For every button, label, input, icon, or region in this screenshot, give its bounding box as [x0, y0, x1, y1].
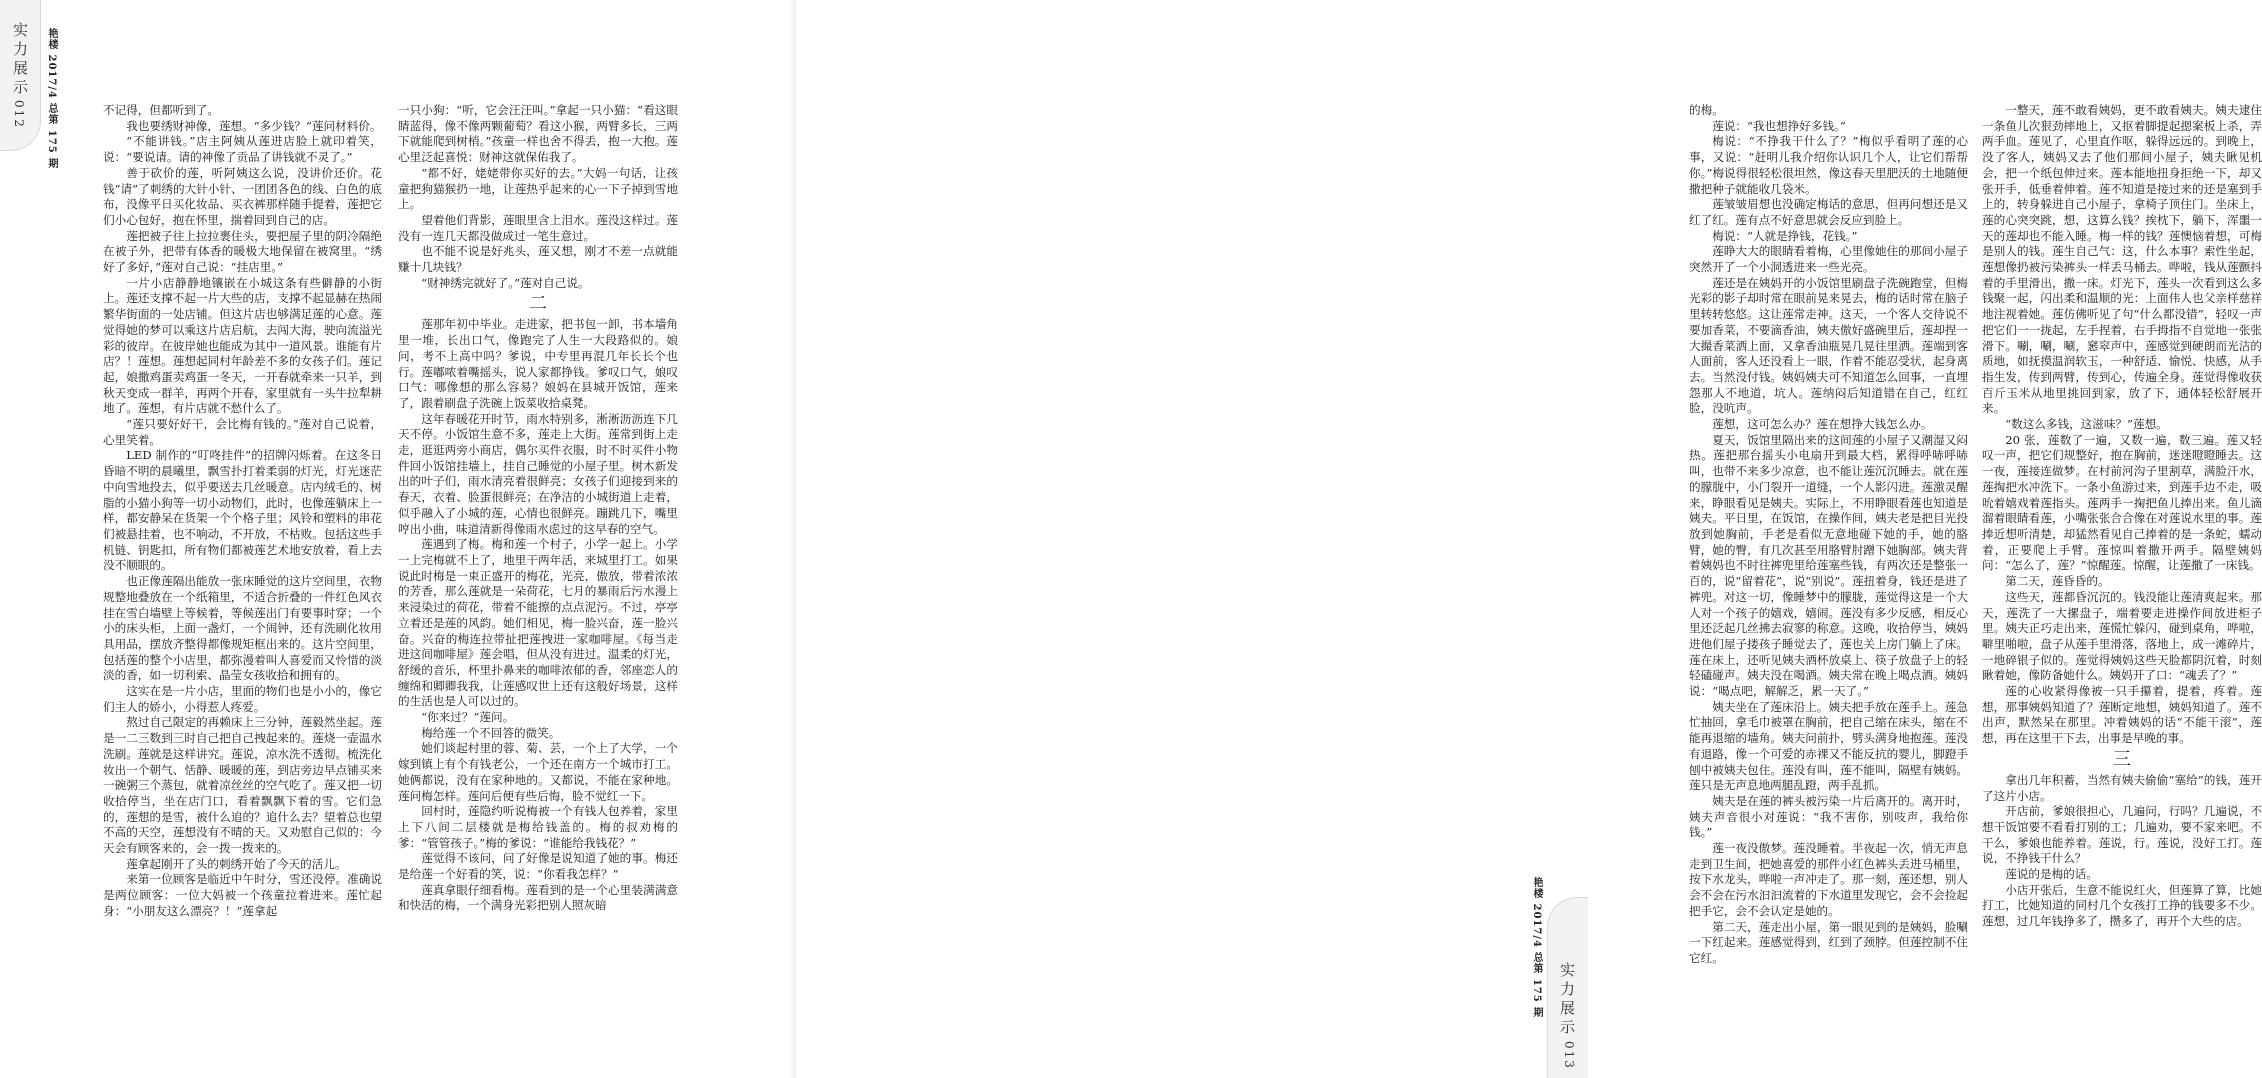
- paragraph: 熬过自己限定的再赖床上三分钟，莲毅然坐起。莲是一二三数到三时自己把自己拽起来的。莲烧一壶温水洗刷。莲就是这样讲究。莲说，凉水洗不透彻。梳洗化妆出一个朝气、恬静、暖暖的莲，到店旁边早点铺买来一碗粥三个蒸包，就着凉丝丝的空气吃了。莲又把一切收拾停当，坐在店门口，看着飘飘下着的雪。它们急的，莲想的是雪，被什么追的？追什么去？望着总也望不高的天空，莲想没有不晴的天。又劝慰自己似的：今天会有顾客来的，会一拨一拨来的。: [103, 715, 382, 856]
- paragraph: 善于砍价的莲，听阿姨这么说，没讲价还价。花钱“请”了刺绣的大针小针、一团团各色的线、白色的底布，没像平日买化妆品、买衣裤那样随手提着，莲把它们小心包好，抱在怀里，揣着回到自己的店。: [103, 165, 382, 227]
- paragraph: 我也要绣财神像，莲想。“多少钱？”莲问材料价。: [126, 118, 382, 133]
- paragraph: 梅给莲一个不回答的微笑。: [421, 725, 561, 740]
- left-page: [0, 0, 794, 1078]
- paragraph: 莲还是在姨妈开的小饭馆里刷盘子洗碗跑堂，但梅光彩的影子却时常在眼前晃来晃去，梅的话时常在脑子里转转悠悠。这让莲常走神。这天，一个客人交待说不要加香菜，不要滴香油，姨夫傲好盛碗里后，莲却捏一大撮香菜洒上面，又拿香油瓶晃几晃往里洒。莲端到客人面前，客人还没看上一眼，作着不能忍受状，起身离去。当然没付钱。姨妈姨夫可不知道怎么回事，一直埋怨那人不地道，坑人。莲纳闷后知道错在自己，红红脸，没吭声。: [1689, 275, 1968, 416]
- paragraph: 莲遇到了梅。梅和莲一个村子，小学一起上。小学一上完梅就不上了，地里干两年活，来城里打工。如果说此时梅是一束正盛开的梅花，光亮，傲放，带着浓浓的芳香，那么莲就是一朵荷花，七月的暴雨后污水漫上来浸染过的荷花，带着不能擦的点点泥污。不过，亭亭立着还是莲的风韵。她们相见，梅一脸兴奋，莲一脸兴奋。兴奋的梅连拉带扯把莲拽进一家咖啡屋。《每当走进这间咖啡屋》莲会唱，但从没有进过。温柔的灯光，舒缓的音乐，杯里扑鼻来的咖啡浓郁的香，邻座恋人的缠绵和卿卿我我，让莲感叹世上还有这般好场景，这样的生活也是人可以过的。: [398, 537, 678, 709]
- paragraph: 的梅。: [1689, 103, 1724, 117]
- folio-right: 艳楼 2017/4 总第 175 期: [1531, 876, 1542, 1018]
- paragraph: 莲觉得不该问，问了好像是说知道了她的事。梅还是给莲一个好看的笑，说：“你看我怎样？”: [398, 851, 678, 882]
- paragraph: 一片小店静静地镶嵌在小城这条有些僻静的小街上。莲还支撑不起一片大些的店，支撑不起显赫在热闹繁华街面的一处店铺。但这片店也够满足莲的心意。莲觉得她的梦可以乘这片店启航，去闯大海，驶向流溢光彩的彼岸。在彼岸她也能成为其中一道风景。谁能有片店？！莲想。莲想起同村年龄差不多的女孩子们。莲记起，娘撒鸡蛋卖鸡蛋一冬天，一开春就牵来一只羊，到秋天变成一群羊，再两个开春，家里就有一头牛拉犁耕地了。莲想，有片店就不愁什么了。: [103, 275, 382, 416]
- page-number-left: 012: [12, 100, 26, 129]
- paragraph: “你来过？”莲问。: [421, 710, 515, 725]
- paragraph: 一整天，莲不敢看姨妈，更不敢看姨夫。姨夫逮住一条鱼儿次狠劲摔地上，又抠着脚提起摁案板上杀，弄两手血。莲见了，心里直作呕，躲得远远的。到晚上，没了客人，姨妈又去了他们那间小屋子，姨夫瞅见机会，把一个纸包伸过来。莲本能地扭身拒绝一下，却又张开手，低垂着伸着。莲不知道是接过来的还是塞到手上的，转身躲进自己小屋子，拿椅子顶住门。坐床上，莲的心突突跳，想，这算么钱？挨枕下，躺下，浑噩一天的莲却也不能入睡。梅一样的钱？莲懊恼着想，可梅是别人的钱。莲生自己气：这，什么本事？索性坐起，莲想像扔被污染裤头一样丢马桶去。哗啦，钱从莲颤抖着的手里滑出，撒一床。灯光下，莲头一次看到这么多钱聚一起，闪出柔和温顺的光：上面伟人也父亲样慈祥地注视着她。莲仿佛听见了句“什么都没错”，轻叹一声把它们一一拢起，左手捏着，右手拇指不自觉地一张张滑下。唰，唰，唰，窸窣声中，莲感觉到硬朗而光洁的质地，如抚摸温润软玉，一种舒适、愉悦、快感，从手指生发，传到两臂，传到心，传遍全身。莲觉得像收获百斤玉米从地里挑回到家，放了下，通体轻松舒展开来。: [1982, 103, 2262, 416]
- paragraph: 莲的心收紧得像被一只手攥着，提着，疼着。莲想，那事姨妈知道了？莲断定地想，姨妈知道了。莲不出声，默然呆在那里。冲着姨妈的话“不能干滚”，莲想，再在这里干下去，出事是早晚的事。: [1982, 684, 2262, 746]
- paragraph: 回村时，莲隐约听说梅被一个有钱人包养着，家里上下八间二层楼就是梅给钱盖的。梅的叔劝梅的爹：“管管孩子。”梅的爹说：“谁能给我钱花？”: [398, 804, 678, 850]
- paragraph: 也不能不说是好兆头，莲又想，刚才不差一点就能赚十几块钱？: [398, 244, 678, 275]
- right-page: [794, 0, 2262, 1078]
- paragraph: 姨夫坐在了莲床沿上。姨夫把手放在莲手上。莲急忙抽回，拿毛巾被罩在胸前，把自己缩在床头，缩在不能再退缩的墙角。姨夫问前扑，劈头满身地抱莲。莲没有退路，像一个可爱的赤裸又不能反抗的婴儿，脚蹬手刨中被姨夫包住。莲没有叫，莲不能叫，隔壁有姨妈。莲只是无声息地两腿乱蹬，两手乱抓。: [1689, 699, 1968, 793]
- paragraph: 这些天，莲都昏沉沉的。钱没能让莲清爽起来。那天，莲洗了一大摞盘子，端着要走进操作间放进柜子里。姨夫正巧走出来，莲慌忙躲闪，碰到桌角，哗啦，噼里啪啦，盘子从莲手里滑落，落地上，成一滩碎片，一地碎银子似的。莲觉得姨妈这些天脸都阴沉着，时刻瞅着她，像防备她什么。姨妈开了口：“魂丢了？”: [1982, 589, 2262, 683]
- section-tab-left-label: 实力展示: [11, 22, 29, 98]
- paragraph: 小店开张后，生意不能说红火，但莲算了算，比她打工，比她知道的同村几个女孩打工挣的钱要多不少。莲想，过几年钱挣多了，攒多了，再开个大些的店。: [1982, 882, 2262, 929]
- paragraph: 姨夫是在莲的裤头被污染一片后离开的。离开时，姨夫声音很小对莲说：“我不害你，别吱声，我给你钱。”: [1689, 793, 1968, 840]
- paragraph: 莲睁大大的眼睛看着梅，心里像她住的那间小屋子突然开了一个小洞透进来一些光亮。: [1689, 244, 1968, 275]
- paragraph: 也正像莲隔出能放一张床睡觉的这片空间里，衣物规整地叠放在一个纸箱里，不适合折叠的一件红色风衣挂在雪白墙壁上等候着，等候莲出门有要事时穿；一个小的床头柜，上面一盏灯，一个闹钟，还有洗刷化妆用具用品，摆放齐整得都像规矩框出来的。这片空间里，包括莲的整个小店里，都弥漫着叫人喜爱而又怜惜的淡淡的香，如一切利索、晶莹女孩收拾和拥有的。: [103, 574, 382, 683]
- paragraph: 莲说的是梅的话。: [2005, 867, 2098, 882]
- paragraph: 夏天，饭馆里隔出来的这间莲的小屋子又潮湿又闷热。莲把那台摇头小电扇开到最大档，累得呼哧呼哧叫，也带不来多少凉意，也不能让莲沉沉睡去。就在莲的朦胧中，小门裂开一道缝，一个人影闪进。莲激灵醒来，睁眼看见是姨夫。实际上，不用睁眼看莲也知道是姨夫。平日里，在饭馆，在操作间，姨夫老是把目光投放到她胸前，手老是看似无意地碰下她的手，她的胳臂，她的臀，有几次甚至用胳臂肘蹭下她胸部。姨夫背着姨妈也不时往裤兜里给莲塞些钱，有两次还是整张一百的，说“留着花”，说“别说”。莲扭着身，钱还是进了裤兜。对这一切，像睡梦中的朦胧，莲觉得这是一个大人对一个孩子的嬉戏，嬉闹。莲没有多少反感，相反心里还泛起几丝拂去寂寥的称意。这晚，收拾停当，姨妈进他们屋子搂孩子睡觉去了，莲也关上房门躺上了床。莲在床上，还听见姨夫酒杯放桌上、筷子放盘子上的轻轻磕碰声。姨夫没在喝酒。姨夫常在晚上喝点酒。姨妈说：“喝点吧，解解乏，累一天了。”: [1689, 432, 1968, 699]
- paragraph: 开店前，爹娘很担心，几遍问，行吗？几遍说，不想干饭馆要不看看打别的工；几遍劝，要不家来吧。不干么，爹娘也能养着。莲说，行。莲说，没好工打。莲说，不挣钱干什么？: [1982, 804, 2262, 866]
- paragraph: 莲那年初中毕业。走进家，把书包一卸，书本墙角里一堆，长出口气，像跑完了人生一大段路似的。娘问，考不上高中吗？爹说，中专里再混几年长长个也行。莲嘟哝着嘴摇头，说人家都挣钱。爹叹口气，娘叹口气：哪像想的那么容易？娘妈在县城开饭馆，莲来了，跟着刷盘子洗碗上饭菜收拾桌凳。: [398, 317, 678, 410]
- paragraph: 莲皱皱眉想也没确定梅话的意思，但再问想还是又红了红。莲有点不好意思就会反应到脸上。: [1689, 197, 1968, 227]
- paragraph: 20 张，莲数了一遍，又数一遍，数三遍。莲又轻叹一声，把它们规整好，抱在胸前，迷迷瞪瞪睡去。这一夜，莲接连做梦。在村前河沟子里割草，满脸汗水，莲掏把水冲洗下。一条小鱼游过来，到莲手边不走，吸吮着嬉戏着莲指头。莲两手一掬把鱼儿捧出来。鱼儿滴溜着眼睛看莲，小嘴张张合合像在对莲说水里的事。莲捧近想听清楚，却猛然看见自己捧着的是一条蛇，蠕动着，正要爬上手臂。莲惊叫着撒开两手。隔壁姨妈问：“怎么了，莲？”惊醒莲。惊醒，让莲撒了一床钱。: [1982, 432, 2262, 573]
- paragraph: 拿出几年积蓄，当然有姨夫偷偷“塞给”的钱，莲开了这片小店。: [1982, 772, 2262, 803]
- paragraph: 这实在是一片小店，里面的物们也是小小的，像它们主人的娇小，小得惹人疼爱。: [103, 684, 382, 714]
- section-tab-right-label: 实力展示: [1558, 962, 1576, 1038]
- paragraph: 第二天，莲昏昏的。: [2005, 574, 2110, 589]
- paragraph: 第二天，莲走出小屋，第一眼见到的是姨妈，脸唰一下红起来。莲感觉得到，红到了颈脖。但莲控制不住它红。: [1689, 919, 1968, 965]
- paragraph: “都不好，姥姥带你买好的去。”大妈一句话，让孩童把狗猫猴扔一地，让莲热乎起来的心一下子掉到雪地上。: [398, 165, 678, 212]
- column-2: [398, 103, 678, 1003]
- paragraph: 梅说：“人就是挣钱，花钱。”: [1712, 228, 1858, 243]
- paragraph: 来第一位顾客是临近中午时分，雪还没停。准确说是两位顾客：一位大妈被一个孩童拉着进来。莲忙起身：“小朋友这么漂亮？！”莲拿起: [103, 872, 382, 918]
- paragraph: 莲一夜没傲梦。莲没睡着。半夜起一次，悄无声息走到卫生间，把她喜爱的那件小红色裤头丢进马桶里，按下水龙头，哗啦一声冲走了。那一刻，莲还想，别人会不会在污水汩汩流着的下水道里发现它，会不会捡起把手它，会不会认定是她的。: [1689, 841, 1968, 918]
- column-3: [1689, 103, 1968, 1003]
- paragraph: “数这么多钱，这滋味？”莲想。: [2005, 417, 2168, 432]
- paragraph: 莲说：“我也想挣好多钱。”: [1712, 118, 1846, 133]
- paragraph: 梅说：“不挣我干什么了？”梅似乎看明了莲的心事，又说：“赶明儿我介绍你认识几个人，让它们帮帮你。”梅说得很轻松很坦然，像这春天里肥沃的土地随便撒把种子就能收几袋米。: [1689, 134, 1968, 196]
- column-4: [1982, 103, 2262, 1003]
- folio-left: 艳楼 2017/4 总第 175 期: [46, 28, 57, 170]
- paragraph: 莲拿起刚开了头的刺绣开始了今天的活儿。: [126, 856, 347, 871]
- paragraph: “莲只要好好干，会比梅有钱的。”莲对自己说着，心里笑着。: [103, 417, 382, 447]
- paragraph: 莲想，这可怎么办？莲在想挣大钱怎么办。: [1712, 417, 1933, 432]
- section-heading: 三: [2113, 748, 2131, 770]
- paragraph: 不记得，但都听到了。: [103, 103, 219, 117]
- paragraph: 她们谈起村里的蓉、菊、芸，一个上了大学，一个嫁到镇上有个有钱老公，一个还在南方一个城市打工。她俩都说，没有在家种地的。又都说，不能在家种地。莲问梅怎样。莲问后便有些后悔，脸不觉红一下。: [398, 741, 678, 803]
- paragraph: 莲把被子往上拉拉裹住头，要把屋子里的阴冷隔绝在被子外，把带有体香的暖极大地保留在被窝里。“绣好了多好，”莲对自己说：“挂店里。”: [103, 228, 382, 275]
- paragraph: “不能讲钱。”店主阿姨从莲进店脸上就印着笑，说：“要说请。请的神像了贡品了讲钱就不灵了。”: [103, 134, 382, 165]
- column-1: [103, 103, 382, 1003]
- paragraph: LED 制作的“叮咚挂件”的招牌闪烁着。在这冬日昏暗不明的晨曦里，飘雪扑打着柔弱的灯光，灯光迷茫中向雪地投去，似乎要送去几丝暖意。店内绒毛的、树脂的小猫小狗等一切小动物们，此时，也像莲躺床上一样，都安静呆在货架一个个格子里；风铃和塑料的串花们被悬挂着，也不响动，不开放，不枯败。包括这些手机链、钥匙扣，所有物们都被莲艺术地安放着，看上去没不顺眼的。: [103, 448, 382, 573]
- section-heading: 二: [529, 293, 547, 315]
- paragraph: 一只小狗：“听，它会汪汪叫。”拿起一只小猫：“看这眼睛蓝得，像不像两颗葡萄？看这小猴，两臂多长，三两下就能爬到树梢。”孩童一样也舍不得丢，抱一大抱。莲心里泛起喜悦：财神这就保佑我了。: [398, 103, 678, 165]
- paragraph: 莲真拿眼仔细看梅。莲看到的是一个心里装满满意和快活的梅，一个满身光彩把别人照灰暗: [398, 882, 678, 913]
- paragraph: 这年春暖花开时节，雨水特别多，淅淅沥沥连下几天不停。小饭馆生意不多，莲走上大街。莲常到街上走走，逛逛两旁小商店，偶尔买件衣服，时不时买件小物件回小饭馆挂墙上，挂自己睡觉的小屋子里。树木新发出的叶子们，雨水清亮着很鲜亮；女孩子们迎接到来的春天，衣着、脸蛋很鲜亮；在净洁的小城街道上走着，似乎融入了小城的莲，心情也很鲜亮。蹦跳几下，嘴里哼出小曲，味道清新得像雨水虑过的这早春的空气。: [398, 411, 678, 536]
- page-number-right: 013: [1562, 1041, 1576, 1070]
- paragraph: “财神绣完就好了。”莲对自己说。: [421, 275, 590, 290]
- paragraph: 望着他们背影，莲眼里含上泪水。莲没这样过。莲没有一连几天都没做成过一笔生意过。: [398, 212, 678, 243]
